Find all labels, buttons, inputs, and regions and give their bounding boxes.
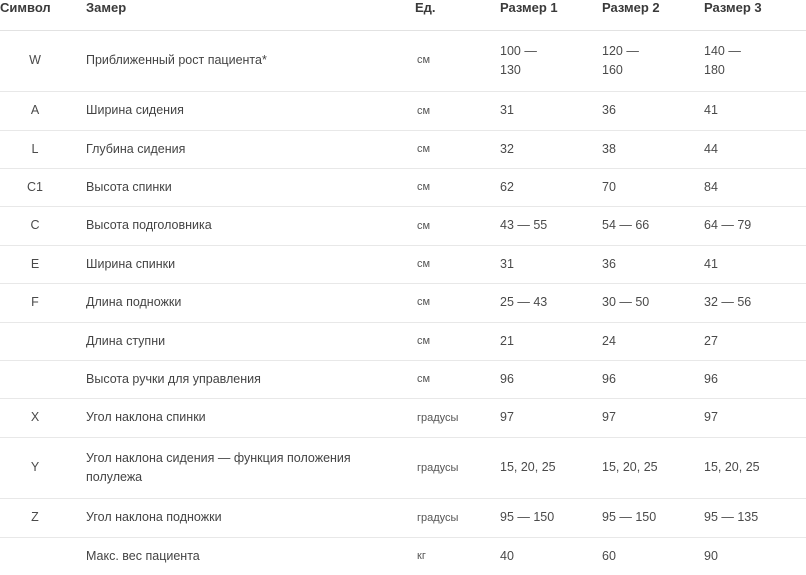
row-size-2: 70 [602, 169, 704, 207]
row-size-1: 25 — 43 [500, 284, 602, 322]
table-row [0, 537, 806, 575]
row-measure: Длина подножки [70, 284, 415, 322]
row-symbol: L [0, 130, 70, 168]
table-row [0, 92, 806, 130]
row-size-2: 30 — 50 [602, 284, 704, 322]
row-size-3: 84 [704, 169, 806, 207]
row-size-2: 97 [602, 399, 704, 437]
table-body [0, 30, 806, 575]
row-symbol: C1 [0, 169, 70, 207]
row-unit: см [415, 30, 500, 92]
row-symbol: C [0, 207, 70, 245]
row-size-2: 38 [602, 130, 704, 168]
row-unit: см [415, 207, 500, 245]
row-unit: см [415, 130, 500, 168]
row-size-3: 97 [704, 399, 806, 437]
row-size-2-line-2: 160 [602, 62, 623, 77]
row-unit: кг [417, 550, 426, 562]
table-row [0, 207, 806, 245]
row-size-2: 54 — 66 [602, 207, 704, 245]
row-unit: см [415, 92, 500, 130]
row-unit: см [415, 284, 500, 322]
column-header-size-3: Размер 3 [704, 0, 806, 30]
row-unit: градусы [415, 437, 500, 499]
row-size-3: 32 — 56 [704, 284, 806, 322]
row-size-1: 62 [500, 169, 602, 207]
table-header [0, 0, 806, 30]
row-measure: Угол наклона спинки [70, 399, 415, 437]
row-size-1: 31 [500, 92, 602, 130]
row-symbol: X [0, 399, 70, 437]
row-measure: Макс. вес пациента [86, 548, 200, 563]
row-size-1: 15, 20, 25 [500, 437, 602, 499]
row-size-3: 27 [704, 322, 806, 360]
row-size-3 [704, 30, 806, 92]
row-unit: градусы [415, 499, 500, 537]
row-size-2: 24 [602, 322, 704, 360]
row-size-1: 97 [500, 399, 602, 437]
row-size-1: 40 [500, 548, 514, 563]
row-measure: Длина ступни [70, 322, 415, 360]
row-size-2-line-1: 120 — [602, 43, 639, 58]
row-size-1: 31 [500, 245, 602, 283]
row-size-1 [500, 30, 602, 92]
row-measure: Высота спинки [70, 169, 415, 207]
column-header-size-2: Размер 2 [602, 0, 704, 30]
row-symbol: E [0, 245, 70, 283]
row-unit: см [415, 169, 500, 207]
row-size-3: 41 [704, 245, 806, 283]
table-row [0, 322, 806, 360]
row-symbol [0, 360, 70, 398]
row-size-3: 44 [704, 130, 806, 168]
row-unit: см [415, 360, 500, 398]
row-size-3-line-2: 180 [704, 62, 725, 77]
table-row [0, 30, 806, 92]
column-header-symbol: Символ [0, 0, 70, 30]
row-measure: Ширина сидения [70, 92, 415, 130]
row-measure: Глубина сидения [70, 130, 415, 168]
row-measure: Угол наклона подножки [70, 499, 415, 537]
table-row [0, 169, 806, 207]
row-size-2: 60 [602, 548, 616, 563]
row-measure: Высота ручки для управления [70, 360, 415, 398]
row-unit: см [415, 322, 500, 360]
row-size-2: 15, 20, 25 [602, 437, 704, 499]
row-symbol: F [0, 284, 70, 322]
row-size-3: 64 — 79 [704, 207, 806, 245]
row-size-3-line-1: 140 — [704, 43, 741, 58]
row-size-1: 96 [500, 360, 602, 398]
row-size-3: 96 [704, 360, 806, 398]
row-symbol: A [0, 92, 70, 130]
column-header-measure: Замер [70, 0, 415, 30]
table-row [0, 245, 806, 283]
row-size-2: 36 [602, 245, 704, 283]
row-size-3: 41 [704, 92, 806, 130]
row-unit: градусы [415, 399, 500, 437]
row-symbol: W [0, 30, 70, 92]
table-row [0, 130, 806, 168]
row-size-1: 43 — 55 [500, 207, 602, 245]
row-size-2: 36 [602, 92, 704, 130]
row-size-3: 15, 20, 25 [704, 437, 806, 499]
table-row [0, 284, 806, 322]
table-header-row [0, 0, 806, 30]
column-header-unit: Ед. [415, 0, 500, 30]
row-size-1: 32 [500, 130, 602, 168]
row-measure: Приближенный рост пациента* [70, 30, 415, 92]
table-row [0, 360, 806, 398]
row-size-1-line-2: 130 [500, 62, 521, 77]
row-size-2 [602, 30, 704, 92]
row-size-2: 95 — 150 [602, 499, 704, 537]
row-symbol: Y [0, 437, 70, 499]
row-symbol: Z [0, 499, 70, 537]
row-measure: Угол наклона сидения — функция положения полулежа [70, 437, 415, 499]
row-symbol [0, 537, 70, 575]
row-measure: Высота подголовника [70, 207, 415, 245]
column-header-size-1: Размер 1 [500, 0, 602, 30]
table-row [0, 437, 806, 499]
row-size-1: 21 [500, 322, 602, 360]
row-measure: Ширина спинки [70, 245, 415, 283]
table-row [0, 499, 806, 537]
row-size-2: 96 [602, 360, 704, 398]
row-size-3: 95 — 135 [704, 499, 806, 537]
row-size-3: 90 [704, 548, 718, 563]
row-unit: см [415, 245, 500, 283]
table-row [0, 399, 806, 437]
row-size-1: 95 — 150 [500, 499, 602, 537]
row-size-1-line-1: 100 — [500, 43, 537, 58]
row-symbol [0, 322, 70, 360]
